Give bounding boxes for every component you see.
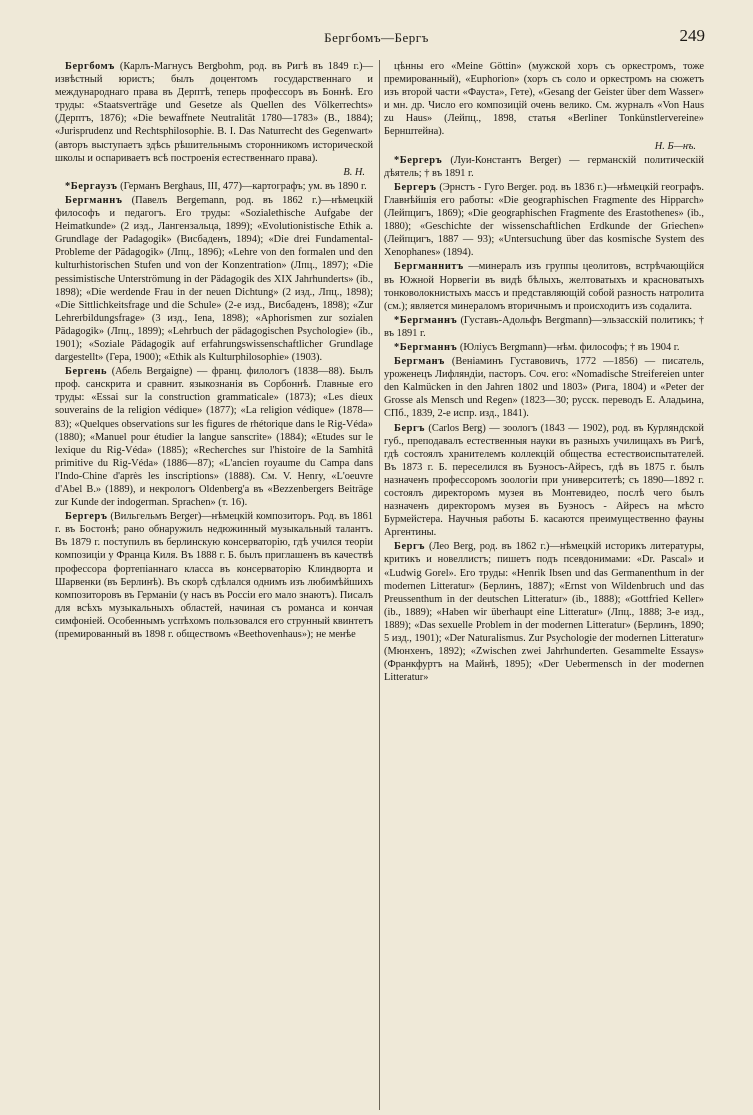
entry-text: (Веніаминъ Густавовичъ, 1772 —1856) — писатель, уроженецъ Лифляндіи, пасторъ. Соч. его: «Nomadische Streifereien unter den Kalmücken in den Jahren 1802 und 1803» (Рига, 1804) и «Peter der Grosse als Mensch und Regen» (1823—30; русск. переводъ Е. Аладьина, СПб., 1839, 2-е испр. изд., 1841). (384, 356, 704, 420)
dictionary-entry (384, 154, 704, 180)
entry-headword: Бергманнитъ (394, 261, 464, 273)
column-divider (379, 60, 380, 1110)
dictionary-entry (384, 181, 704, 260)
entry-headword: Бергманнъ (65, 194, 123, 206)
entry-headword: Бергманъ (394, 356, 445, 368)
entry-text: (Carlos Berg) — зоологъ (1843 — 1902), род. въ Курляндской губ., преподавалъ естественныя науки въ разныхъ училищахъ въ Ригѣ, гдѣ состоялъ хранителемъ коллекцій общества естествоиспытателей. Въ 1873 г. Б. переселился въ Буэносъ-Айресъ, гдѣ въ 1875 г. былъ назначенъ профессоромъ зоологіи при университетѣ; съ 1890—1892 г. состоялъ директоромъ музея въ Монтевидео, послѣ чего былъ назначенъ директоромъ музея въ Буэносъ - Айресъ на мѣсто Бурмейстера. Научныя работы Б. касаются преимущественно фауны Аргентины. (384, 422, 704, 539)
dictionary-entry (384, 355, 704, 420)
page-number: 249 (679, 26, 705, 45)
page-header (44, 26, 709, 50)
entry-text: (Германъ Berghaus, III, 477)—картографъ; ум. въ 1890 г. (120, 180, 367, 192)
entry-text: (Лео Berg, род. въ 1862 г.)—нѣмецкій историкъ литературы, критикъ и новеллистъ; пишетъ подъ псевдонимами: «Dr. Pascal» и «Ludwig Gorel». Его труды: «Henrik Ibsen und das Germanenthum in der modernen Litteratur» (Берлинъ, 1887); «Ernst von Wildenbruch und das Preussenthum in der deutschen Litteratur» (ib., 1888); «Gottfried Keller» (ib., 1889); «Haben wir überhaupt eine Litteratur» (Лпц., 1888; 3-е изд., 1889); «Das sexuelle Problem in der modernen Litteratur» (Берлинъ, 1890; 5 изд., 1901); «Der Naturalismus. Zur Psychologie der modernen Litteratur» (Мюнхенъ, 1892); «Zwischen zwei Jahrhunderten. Gesammelte Essays» (Франкфуртъ на Майнѣ, 1895); «Der Uebermensch in der modernen Litteratur» (384, 541, 704, 684)
entry-headword: Бергъ (394, 422, 426, 434)
dictionary-entry (55, 60, 373, 165)
entry-text: (Луи-Константъ Berger) — германскій политическій дѣятель; † въ 1891 г. (384, 154, 704, 179)
dictionary-entry (55, 365, 373, 509)
entry-headword: Бергеръ (65, 511, 108, 523)
dictionary-entry (55, 194, 373, 364)
entry-text: (Эрнстъ - Гуго Berger. род. въ 1836 г.)—нѣмецкій географъ. Главнѣйшія его работы: «Die geographischen Fragmente des Hipparch» (Лейпцигъ, 1869); «Die geographischen Fragmente des Erastothenes» (ib., 1880); «Geschichte der wissenschaftlichen Erdkunde der Griechen» (Лейпцигъ, 1887 — 93); «Untersuchung über das kosmische System des Xenophanes» (1894). (384, 181, 704, 259)
running-head: Бергбомъ—Бергъ (324, 30, 429, 45)
entry-headword: *Бергманнъ (394, 341, 458, 353)
left-column (55, 60, 373, 642)
dictionary-entry (384, 341, 704, 354)
right-column (384, 60, 704, 685)
dictionary-entry (55, 180, 373, 193)
entry-headword: Бергъ (394, 541, 426, 553)
entry-text: цѣнны его «Meine Göttin» (мужской хоръ съ оркестромъ, тоже премированный), «Euphorion» (хоръ съ соло и оркестромъ на сюжетъ изъ второй части «Фауста», Гете), «Gesang der Geister über dem Wasser» и мн. др. Число его композицій очень велико. См. журналъ «Von Haus zu Haus» (Лейпц., 1898, статья «Berliner Tonkünstlervereine» Бернштейна). (384, 61, 704, 138)
entry-text: (Густавъ-Адольфъ Bergmann)—эльзасскій политикъ; † въ 1891 г. (384, 314, 704, 339)
dictionary-entry (384, 260, 704, 312)
entry-headword: Бергеръ (394, 181, 437, 193)
entry-headword: *Бергеръ (394, 154, 443, 166)
dictionary-entry (384, 540, 704, 684)
entry-headword: *Бергаузъ (65, 180, 118, 192)
entry-text: (Вильгельмъ Berger)—нѣмецкій композиторъ. Род. въ 1861 г. въ Бостонѣ; рано обнаружилъ недюжинный музыкальный талантъ. Въ 1879 г. поступилъ въ берлинскую консерваторію, гдѣ учился теоріи композиціи у Франца Киля. Въ 1888 г. Б. былъ приглашенъ въ качествѣ профессора фортепіаннаго класса въ консерваторію Клиндворта и Шарвенки (въ Берлинѣ). Въ скорѣ сдѣлался однимъ изъ любимѣйшихъ композиторовъ въ Германіи (у насъ въ Россіи его мало знаютъ). Писалъ для всѣхъ музыкальныхъ областей, начиная съ романса и кончая симфоніей. Особеннымъ успѣхомъ пользовался его струнный квинтетъ (премированный въ 1898 г. обществомъ «Beethovenhaus»); не менѣе (55, 511, 373, 641)
dictionary-entry (384, 60, 704, 139)
entry-text: (Абель Bergaigne) — франц. филологъ (1838—88). Былъ проф. санскрита и сравнит. языкознанія въ Сорбоннѣ. Главные его труды: «Essai sur la construction grammaticale» (1873); «Les dieux souverains de la religion védique» (1877); «La religion védique» (1878—83); «Quelques observations sur les figures de rhétorique dans le Rig-Véda» (1880); «Manuel pour étudier la langue sanscrite» (1884); «Etudes sur le lexique du Rig-Véda» (1885); «Recherches sur l'histoire de la Samhitâ primitive du Rig-Véda» (1886—87); «L'ancien royaume du Campa dans l'Indo-Chine d'après les inscriptions» (1888). См. V. Henry, «L'oeuvre d'Abel B.» (1889), и некрологъ Oldenberg'a въ «Bezzenbergers Beiträge zur Kunde der indogerman. Sprachen» (т. 16). (55, 366, 373, 509)
entry-text: (Павелъ Bergemann, род. въ 1862 г.)—нѣмецкій философъ и педагогъ. Его труды: «Sozialethische Aufgabe der Heimatkunde» (2 изд., Лангензальца, 1899); «Evolutionistische Ethik a. Grundlage der Padagogik» (Висбаденъ, 1894); «Die drei Fundamental-Probleme der Pädagogik» (Лпц., 1896); «Lehre von den formalen und den kulturhistorischen Stufen und von der Konzentration» (Лпц., 1897); «Die pessimistische Unterströmung in der Pädagogik des XIX Jahrhunderts» (ib., 1898); «Die werdende Frau in der neuen Dichtung» (2 изд., Лпц., 1898); «Die Sittlichkeitsfrage und die Schule» (2-е изд., Висбаденъ, 1898); «Zur Lehrerbildungsfrage» (3 изд., Iena, 1898); «Aphorismen zur sozialen Pädagogik» (Лпц., 1899); «Lehrbuch der pädagogischen Psychologie» (ib., 1901); «Soziale Pädagogik auf erfahrungswissenschaftlicher Grundlage dargestellt» (Гера, 1900); «Ethik als Kulturphilosophie» (1903). (55, 194, 373, 364)
author-signature: В. Н. (343, 166, 365, 178)
entry-text: (Карлъ-Магнусъ Bergbohm, род. въ Ригѣ въ 1849 г.)—извѣстный юристъ; былъ доцентомъ государственнаго и международнаго права въ Дерптѣ, теперь профессоръ въ Боннѣ. Его труды: «Staatsverträge und Gesetze als Quellen des Völkerrechts» (Дерптъ, 1876); «Die bewaffnete Neutralität 1780—1783» (В., 1884); «Jurisprudenz und Rechtsphilosophie. B. I. Das Naturrecht des Gegenwart» (авторъ выступаетъ здѣсь рѣшительнымъ сторонникомъ исторической школы и оспариваетъ всѣ построенія естественнаго права). (55, 61, 373, 164)
dictionary-entry (384, 314, 704, 340)
entry-headword: *Бергманнъ (394, 314, 458, 326)
entry-headword: Бергбомъ (65, 61, 115, 72)
entry-text: —минералъ изъ группы цеолитовъ, встрѣчающійся въ Южной Норвегіи въ видѣ бѣлыхъ, желтоватыхъ и красноватыхъ тонковолокнистыхъ массъ и представляющій собой разность натролита (см.); является минераломъ вторичнымъ и происходитъ изъ содалита. (384, 261, 704, 312)
entry-text: (Юліусъ Bergmann)—нѣм. философъ; † въ 1904 г. (459, 341, 680, 353)
entry-headword: Бергень (65, 366, 108, 378)
author-signature: Н. Б—нъ. (654, 140, 696, 152)
dictionary-entry (384, 422, 704, 540)
dictionary-entry (55, 510, 373, 641)
